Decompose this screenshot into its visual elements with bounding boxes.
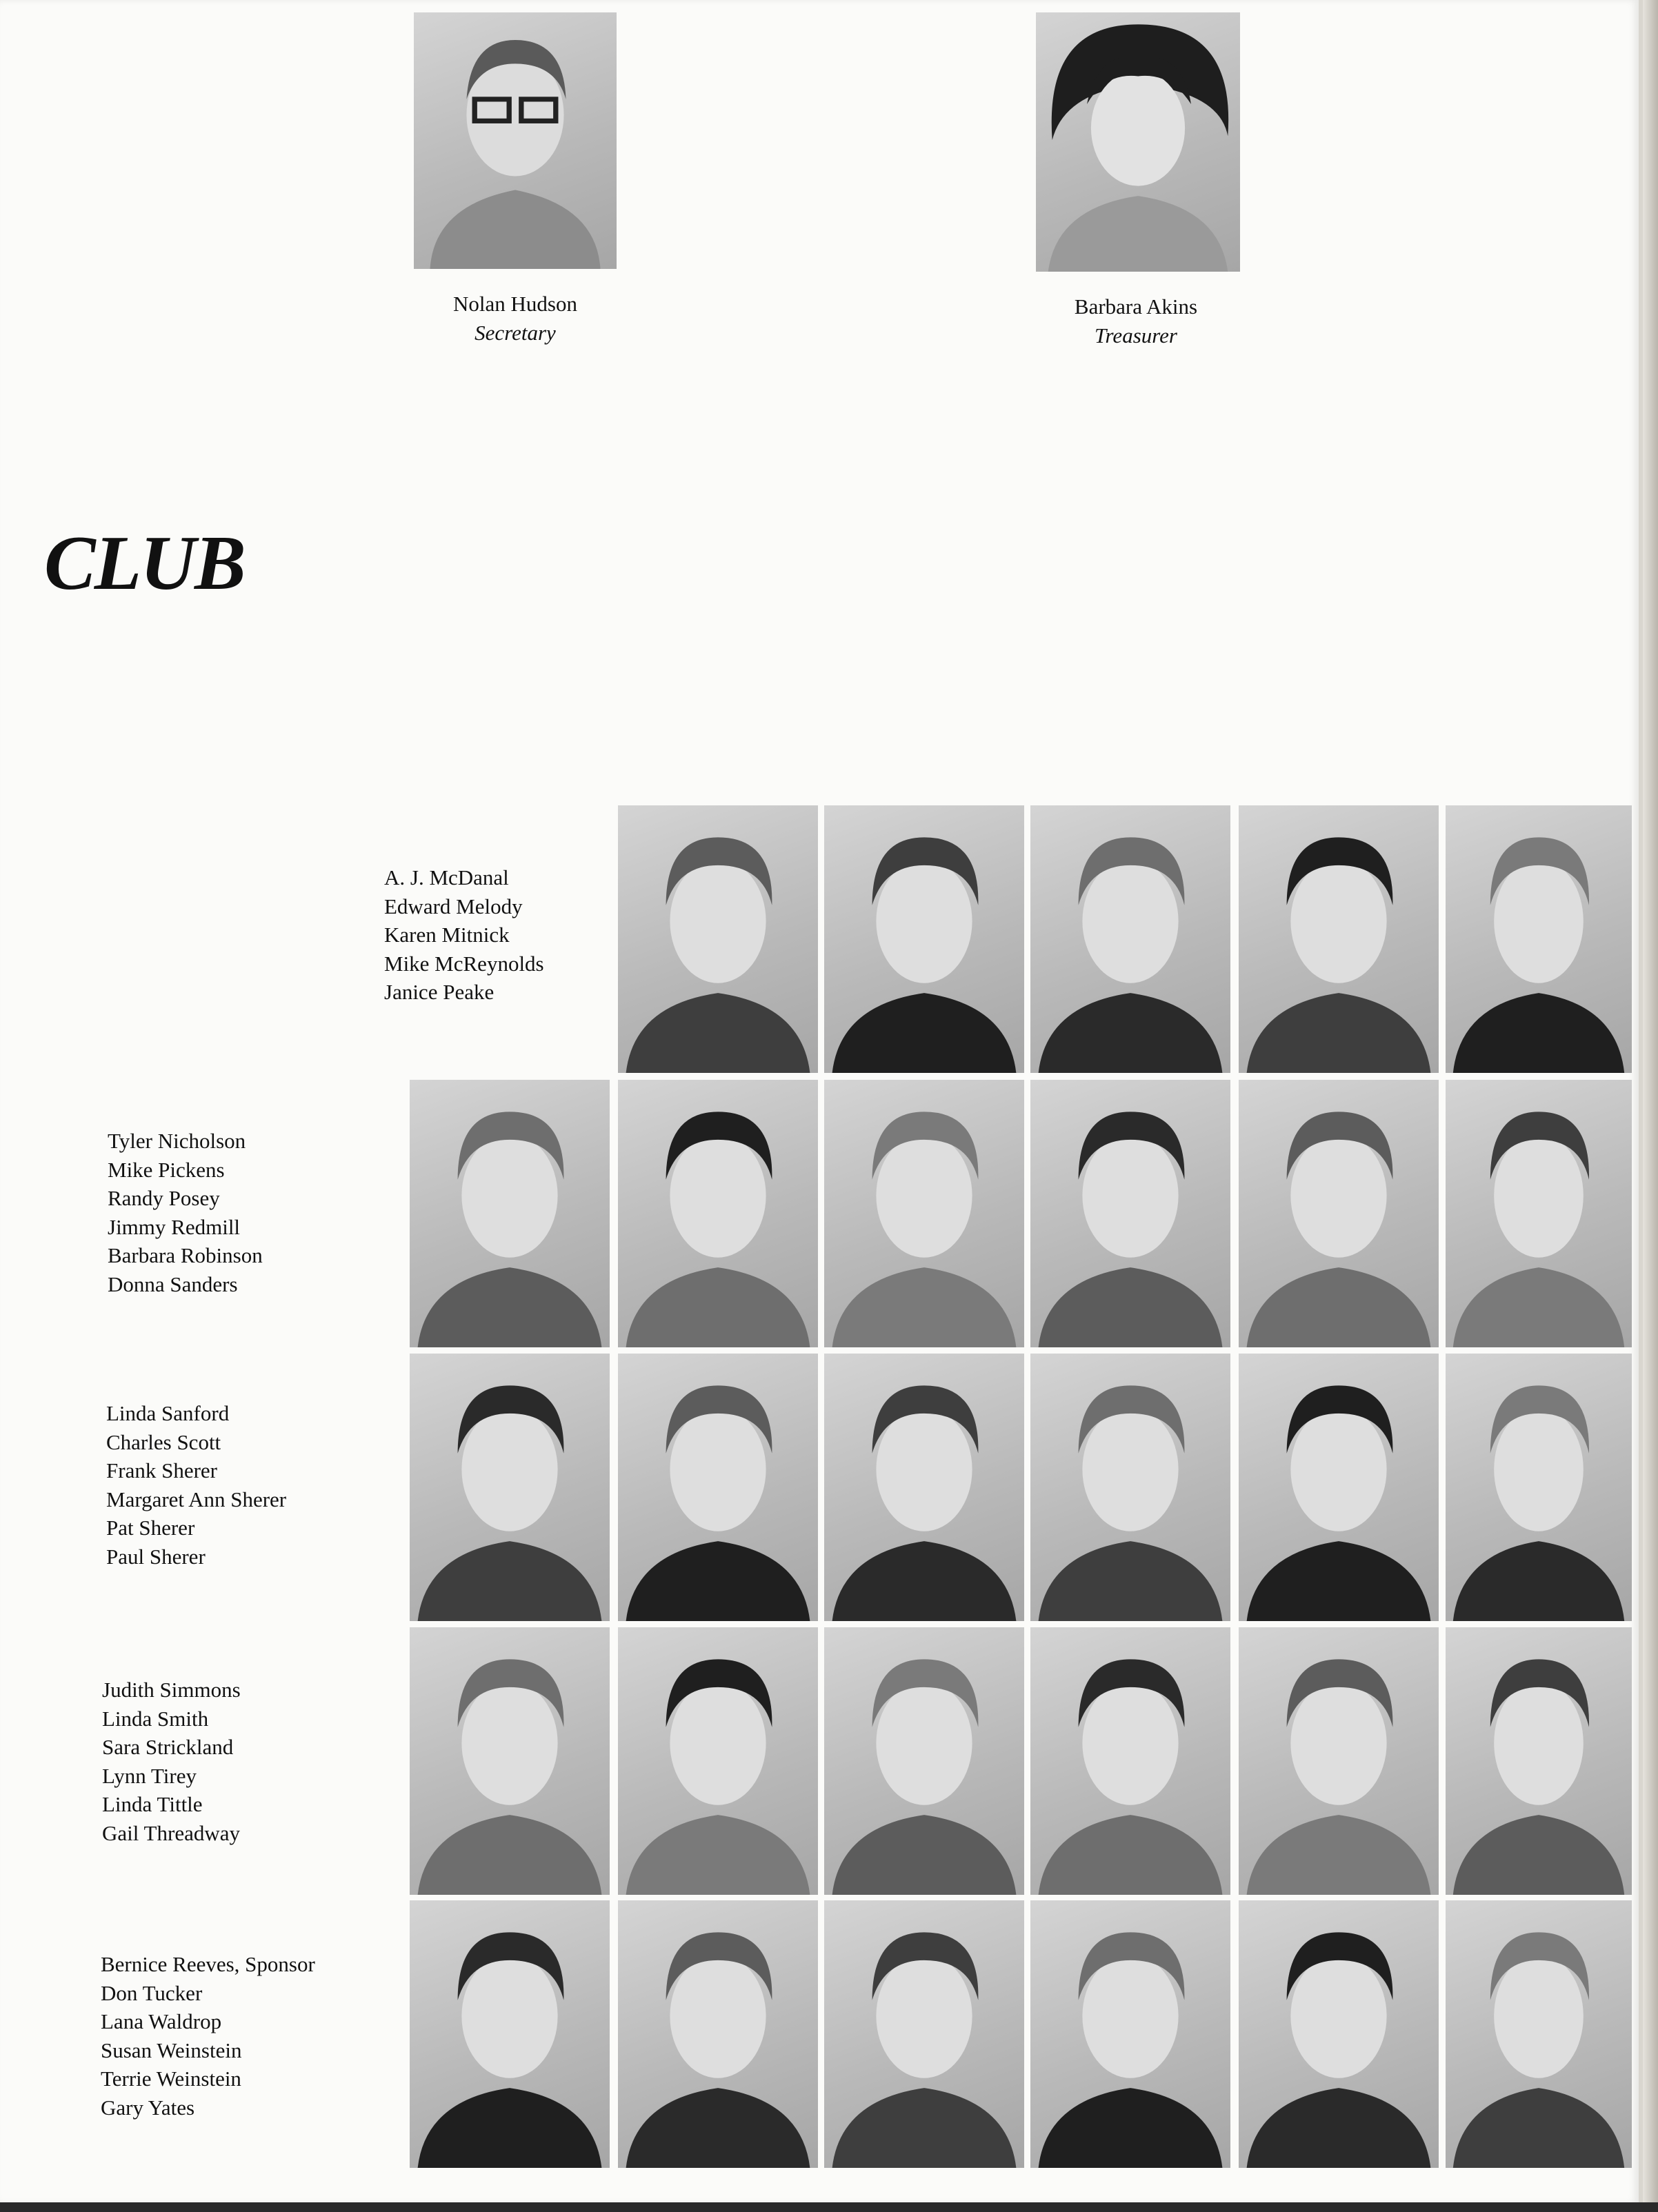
page-edge [1643,0,1658,2212]
member-photo [1239,1354,1439,1621]
member-photo [1030,1080,1230,1347]
member-photo [1239,805,1439,1073]
member-photo [1446,1080,1632,1347]
member-name: Lynn Tirey [102,1763,197,1788]
member-name: Donna Sanders [108,1271,238,1296]
member-photo [618,1080,818,1347]
club-heading: CLUB [44,521,245,606]
member-name: Sara Strickland [102,1735,234,1759]
member-name: Tyler Nicholson [108,1129,246,1153]
member-name: Janice Peake [384,980,495,1004]
member-photo [618,805,818,1073]
officer-photo-secretary [414,12,617,269]
member-name: Barbara Robinson [108,1243,263,1267]
member-name: A. J. McDanal [384,865,509,889]
member-photo [824,805,1024,1073]
member-photo [824,1354,1024,1621]
member-photo [618,1354,818,1621]
member-name: Linda Sanford [106,1401,230,1425]
member-photo [410,1627,610,1895]
member-photo [410,1080,610,1347]
name-list [108,1127,263,1298]
member-name: Susan Weinstein [101,2038,242,2062]
member-photo [1446,1354,1632,1621]
name-list [106,1399,286,1571]
member-name: Karen Mitnick [384,923,510,947]
officer-name: Nolan Hudson [453,292,577,316]
member-name: Linda Tittle [102,1792,203,1816]
member-name: Lana Waldrop [101,2009,222,2033]
member-name: Mike Pickens [108,1157,225,1182]
member-photo [824,1900,1024,2168]
member-photo [1239,1080,1439,1347]
member-photo [1239,1627,1439,1895]
member-name: Edward Melody [384,894,523,918]
member-name: Jimmy Redmill [108,1214,241,1239]
member-photo [1446,1627,1632,1895]
name-list [102,1676,241,1847]
member-name: Charles Scott [106,1429,221,1454]
member-photo [824,1627,1024,1895]
officer-title: Secretary [475,321,556,345]
member-name: Paul Sherer [106,1544,206,1569]
name-list [384,863,544,1007]
member-photo [1030,1354,1230,1621]
member-photo [1030,805,1230,1073]
member-photo [410,1354,610,1621]
member-photo [1446,1900,1632,2168]
member-photo [410,1900,610,2168]
name-list [101,1950,315,2122]
member-name: Don Tucker [101,1980,203,2005]
officer-title: Treasurer [1094,323,1177,348]
member-name: Frank Sherer [106,1458,217,1482]
officer-name: Barbara Akins [1074,294,1198,319]
member-name: Gary Yates [101,2095,195,2120]
member-name: Linda Smith [102,1706,209,1731]
member-photo [618,1627,818,1895]
member-photo [618,1900,818,2168]
member-photo [1239,1900,1439,2168]
member-photo [1030,1627,1230,1895]
page-edge [0,2202,1658,2212]
member-name: Bernice Reeves, Sponsor [101,1952,315,1976]
member-name: Pat Sherer [106,1516,195,1540]
member-name: Margaret Ann Sherer [106,1487,287,1511]
member-name: Gail Threadway [102,1820,240,1845]
member-photo [1446,805,1632,1073]
officer-photo-treasurer [1036,12,1240,272]
member-name: Terrie Weinstein [101,2067,241,2091]
member-name: Mike McReynolds [384,951,544,976]
member-name: Randy Posey [108,1186,220,1210]
member-photo [824,1080,1024,1347]
member-photo [1030,1900,1230,2168]
member-name: Judith Simmons [102,1678,241,1702]
